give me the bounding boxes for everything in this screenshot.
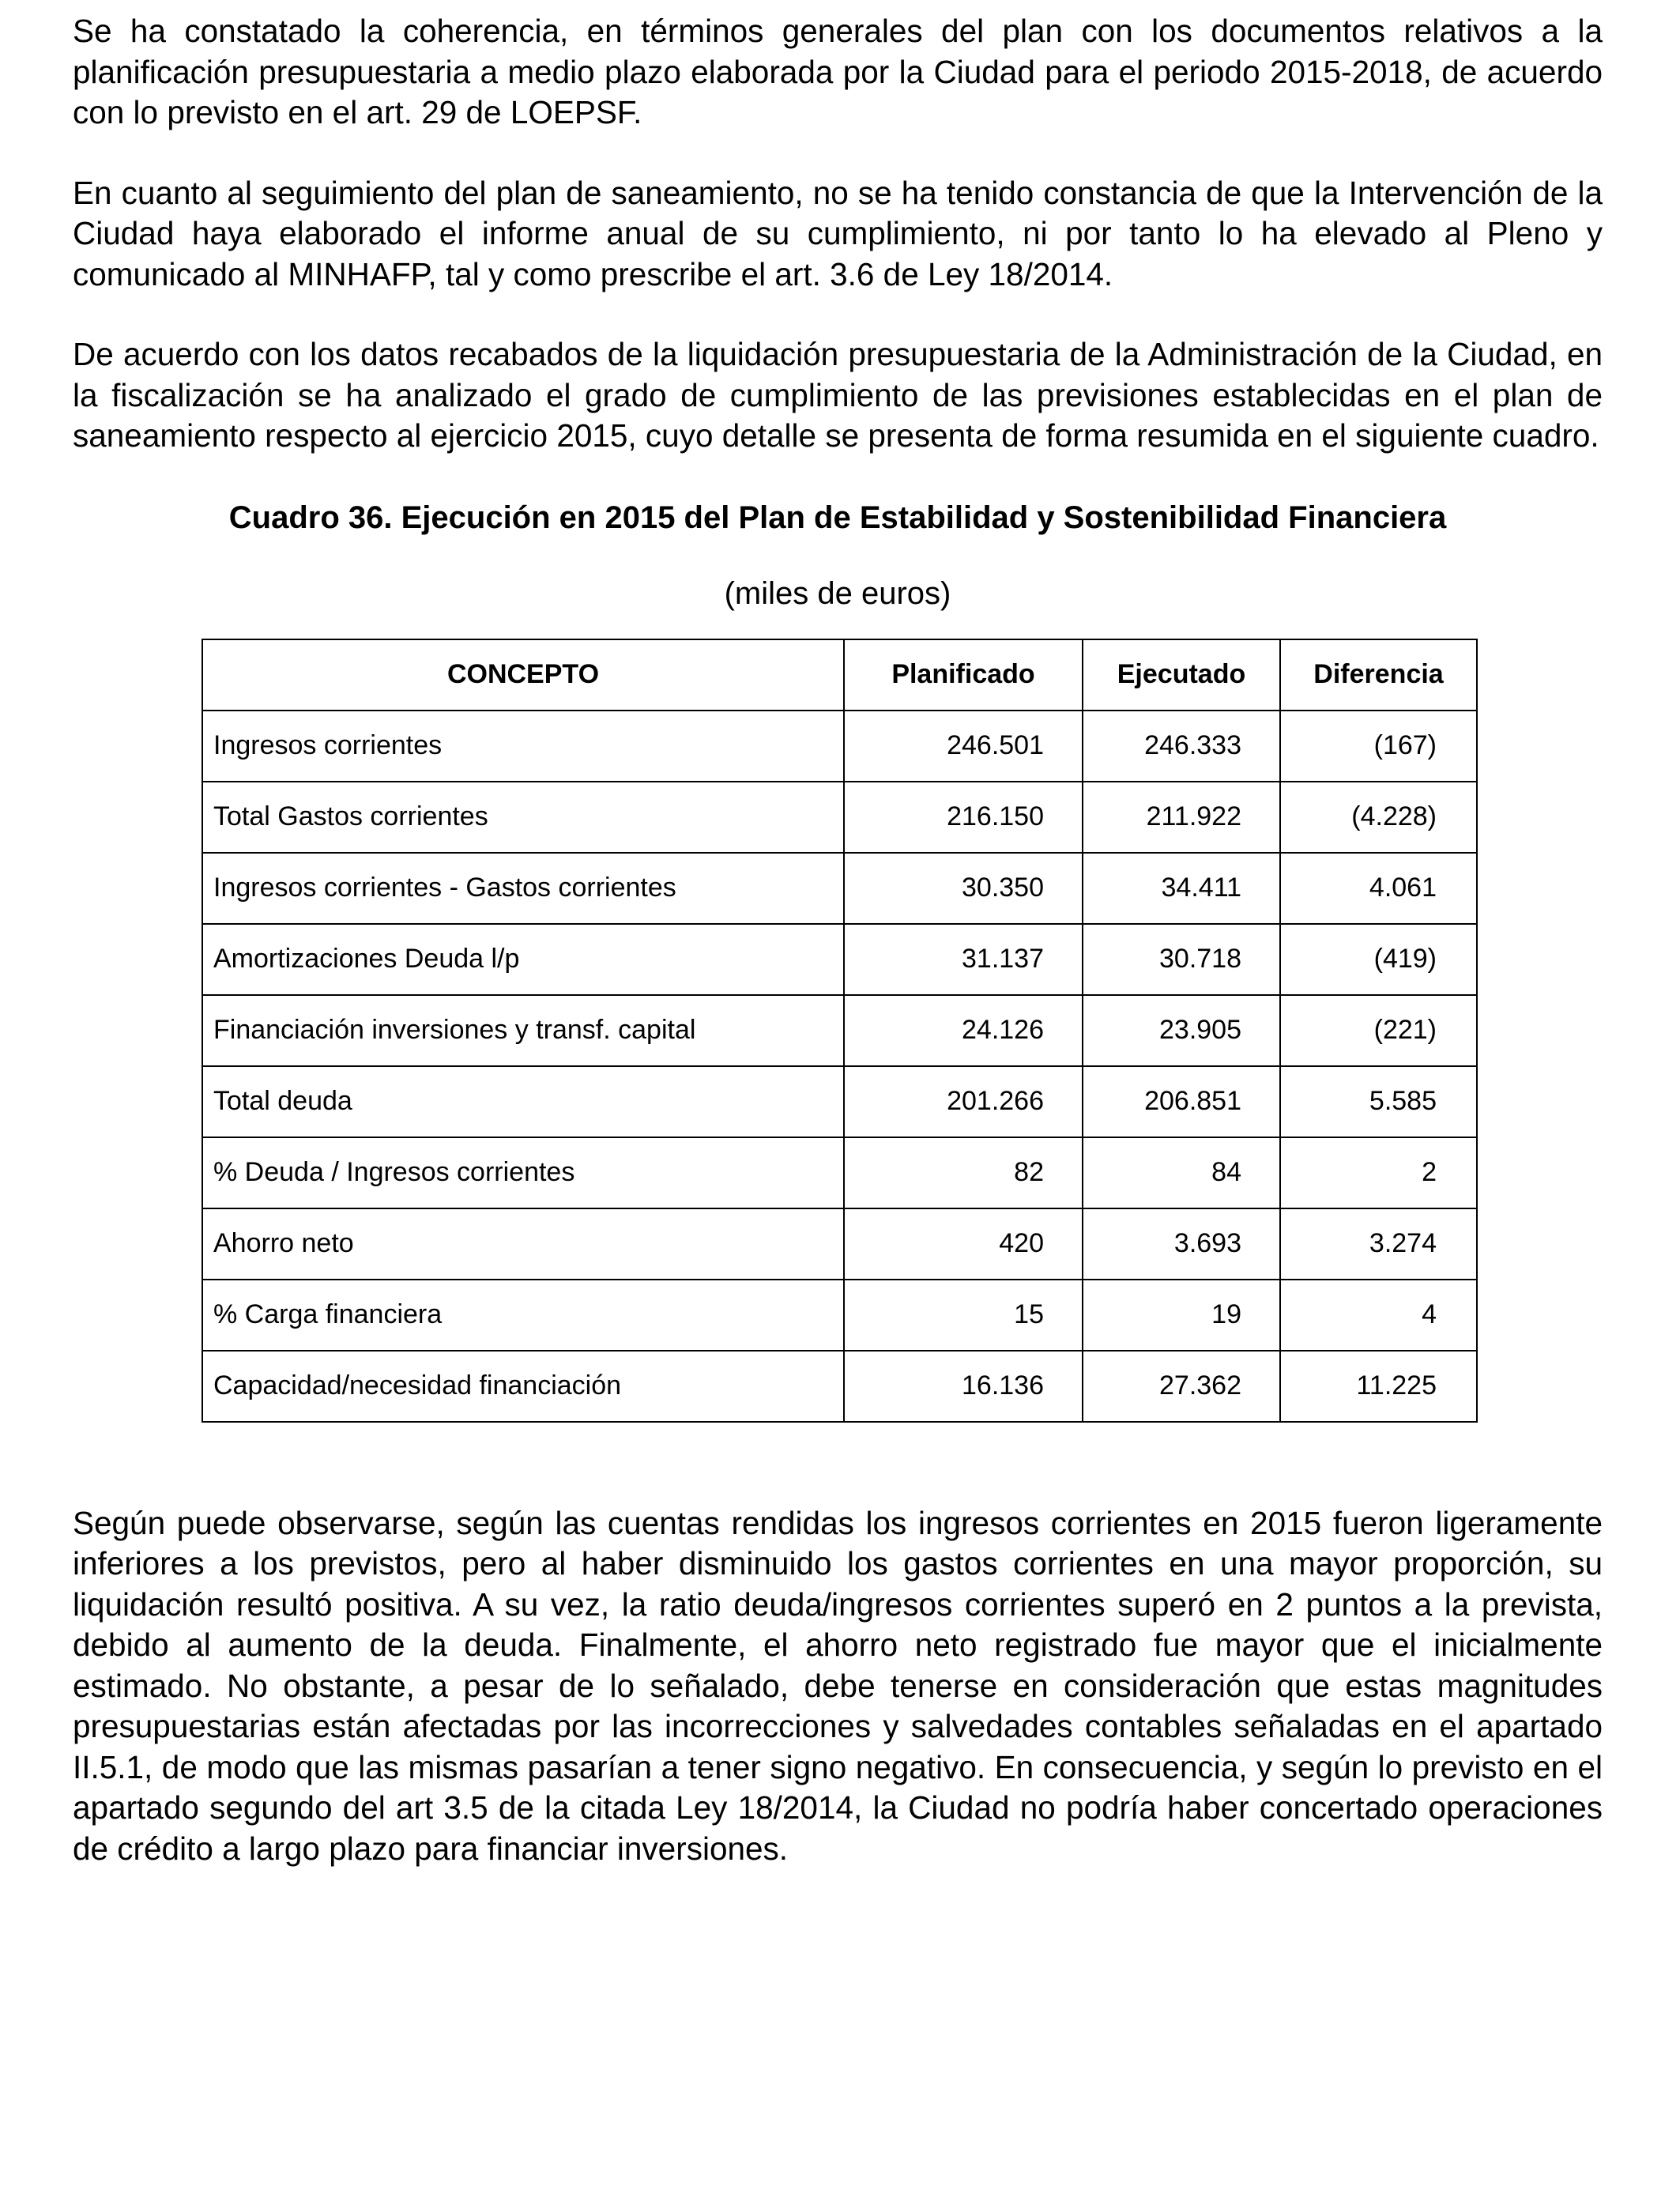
cell-planificado: 15: [844, 1280, 1083, 1351]
table-row: [202, 711, 1477, 782]
cell-concepto: % Carga financiera: [202, 1280, 844, 1351]
cell-ejecutado: 34.411: [1083, 853, 1280, 924]
paragraph-seguimiento: En cuanto al seguimiento del plan de saneamiento, no se ha tenido constancia de que la Intervención de la Ciudad haya elaborado el informe anual de su cumplimiento, ni por tanto lo ha elevado al Pleno y comunicado al MINHAFP, tal y como prescribe el art. 3.6 de Ley 18/2014.: [73, 174, 1603, 292]
cell-ejecutado: 3.693: [1083, 1208, 1280, 1280]
cell-diferencia: (4.228): [1280, 782, 1477, 853]
cell-ejecutado: 30.718: [1083, 924, 1280, 995]
cell-concepto: Capacidad/necesidad financiación: [202, 1351, 844, 1422]
cell-ejecutado: 23.905: [1083, 995, 1280, 1066]
header-ejecutado: Ejecutado: [1083, 639, 1280, 711]
paragraph-conclusion: Según puede observarse, según las cuentas rendidas los ingresos corrientes en 2015 fueron ligeramente inferiores a los previstos, pero al haber disminuido los gastos corrientes en una mayor proporción, su liquidación resultó positiva. A su vez, la ratio deuda/ingresos corrientes superó en 2 puntos a la prevista, debido al aumento de la deuda. Finalmente, el ahorro neto registrado fue mayor que el inicialmente estimado. No obstante, a pesar de lo señalado, debe tenerse en consideración que estas magnitudes presupuestarias están afectadas por las incorrecciones y salvedades contables señaladas en el apartado II.5.1, de modo que las mismas pasarían a tener signo negativo. En consecuencia, y según lo previsto en el apartado segundo del art 3.5 de la citada Ley 18/2014, la Ciudad no podría haber concertado operaciones de crédito a largo plazo para financiar inversiones.: [73, 1504, 1603, 1867]
header-planificado: Planificado: [844, 639, 1083, 711]
cell-ejecutado: 246.333: [1083, 711, 1280, 782]
paragraph-liquidacion: De acuerdo con los datos recabados de la liquidación presupuestaria de la Administración de la Ciudad, en la fiscalización se ha analizado el grado de cumplimiento de las previsiones establecidas en el plan de saneamiento respecto al ejercicio 2015, cuyo detalle se presenta de forma resumida en el siguiente cuadro.: [73, 336, 1603, 454]
cell-concepto: Total deuda: [202, 1066, 844, 1137]
table-row: [202, 1066, 1477, 1137]
table-row: [202, 1351, 1477, 1422]
cell-planificado: 420: [844, 1208, 1083, 1280]
table-row: [202, 1137, 1477, 1208]
cell-planificado: 201.266: [844, 1066, 1083, 1137]
header-diferencia: Diferencia: [1280, 639, 1477, 711]
paragraph-coherencia: Se ha constatado la coherencia, en términos generales del plan con los documentos relativos a la planificación presupuestaria a medio plazo elaborada por la Ciudad para el periodo 2015-2018, de acuerdo con lo previsto en el art. 29 de LOEPSF.: [73, 13, 1603, 130]
cell-diferencia: 5.585: [1280, 1066, 1477, 1137]
cell-planificado: 24.126: [844, 995, 1083, 1066]
cell-concepto: Ingresos corrientes - Gastos corrientes: [202, 853, 844, 924]
cell-diferencia: (419): [1280, 924, 1477, 995]
table-header-row: [202, 639, 1477, 711]
execution-table: [202, 639, 1478, 1423]
cell-diferencia: 11.225: [1280, 1351, 1477, 1422]
cell-diferencia: 2: [1280, 1137, 1477, 1208]
table-caption: Cuadro 36. Ejecución en 2015 del Plan de Estabilidad y Sostenibilidad Financiera: [228, 499, 1447, 535]
table-row: [202, 924, 1477, 995]
cell-planificado: 246.501: [844, 711, 1083, 782]
cell-diferencia: 4: [1280, 1280, 1477, 1351]
document-page: [73, 11, 1603, 1869]
cell-concepto: Total Gastos corrientes: [202, 782, 844, 853]
cell-ejecutado: 19: [1083, 1280, 1280, 1351]
cell-diferencia: 3.274: [1280, 1208, 1477, 1280]
header-concepto: CONCEPTO: [202, 639, 844, 711]
cell-planificado: 31.137: [844, 924, 1083, 995]
cell-planificado: 16.136: [844, 1351, 1083, 1422]
cell-planificado: 30.350: [844, 853, 1083, 924]
table-row: [202, 782, 1477, 853]
cell-ejecutado: 84: [1083, 1137, 1280, 1208]
table-units: (miles de euros): [724, 575, 951, 611]
cell-concepto: Ahorro neto: [202, 1208, 844, 1280]
table-row: [202, 995, 1477, 1066]
cell-diferencia: 4.061: [1280, 853, 1477, 924]
cell-diferencia: (167): [1280, 711, 1477, 782]
cell-concepto: Financiación inversiones y transf. capital: [202, 995, 844, 1066]
table-row: [202, 1208, 1477, 1280]
cell-ejecutado: 211.922: [1083, 782, 1280, 853]
table-row: [202, 853, 1477, 924]
cell-planificado: 82: [844, 1137, 1083, 1208]
cell-concepto: % Deuda / Ingresos corrientes: [202, 1137, 844, 1208]
table-row: [202, 1280, 1477, 1351]
cell-concepto: Ingresos corrientes: [202, 711, 844, 782]
cell-planificado: 216.150: [844, 782, 1083, 853]
cell-concepto: Amortizaciones Deuda l/p: [202, 924, 844, 995]
cell-ejecutado: 206.851: [1083, 1066, 1280, 1137]
cell-ejecutado: 27.362: [1083, 1351, 1280, 1422]
cell-diferencia: (221): [1280, 995, 1477, 1066]
